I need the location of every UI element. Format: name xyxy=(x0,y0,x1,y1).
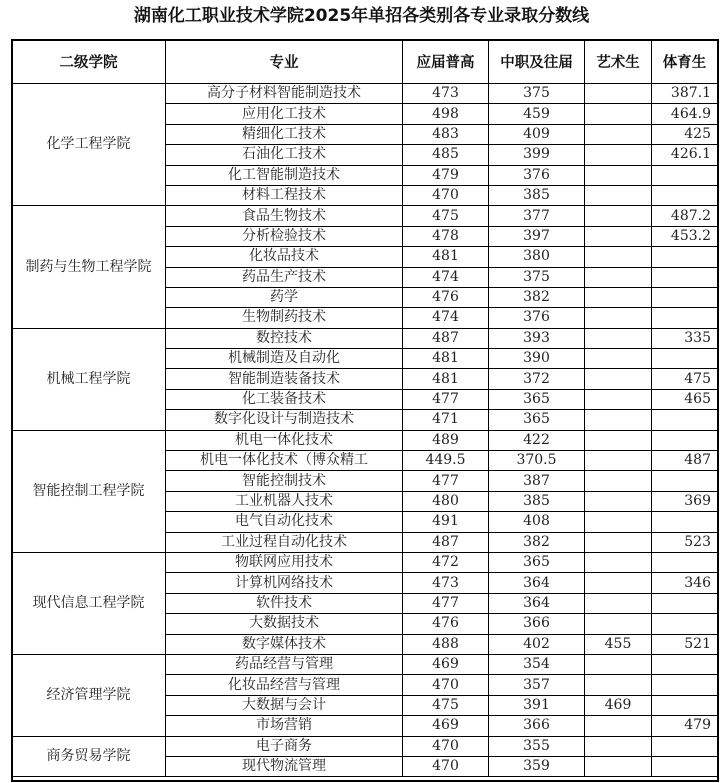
vocational-cell: 365 xyxy=(489,552,585,572)
art-cell xyxy=(585,206,652,226)
art-cell xyxy=(585,410,652,430)
major-cell: 计算机网络技术 xyxy=(166,573,403,593)
major-cell: 工业过程自动化技术 xyxy=(166,532,403,552)
art-cell xyxy=(585,471,652,491)
vocational-cell: 365 xyxy=(489,389,585,409)
art-cell xyxy=(585,185,652,205)
major-cell: 药品经营与管理 xyxy=(166,654,403,674)
vocational-cell: 380 xyxy=(489,247,585,267)
sports-cell: 335 xyxy=(652,328,718,348)
major-cell: 智能制造装备技术 xyxy=(166,369,403,389)
sports-cell xyxy=(652,654,718,674)
header-vocational: 中职及往届 xyxy=(489,40,585,84)
general-cell: 472 xyxy=(403,552,489,572)
sports-cell xyxy=(652,675,718,695)
vocational-cell: 359 xyxy=(489,756,585,776)
art-cell xyxy=(585,451,652,471)
sports-cell: 426.1 xyxy=(652,145,718,165)
major-cell: 软件技术 xyxy=(166,593,403,613)
major-cell: 精细化工技术 xyxy=(166,124,403,144)
general-cell: 498 xyxy=(403,104,489,124)
art-cell xyxy=(585,654,652,674)
art-cell xyxy=(585,287,652,307)
vocational-cell: 375 xyxy=(489,84,585,104)
sports-cell xyxy=(652,756,718,776)
general-cell: 477 xyxy=(403,389,489,409)
vocational-cell: 366 xyxy=(489,614,585,634)
vocational-cell: 365 xyxy=(489,410,585,430)
vocational-cell: 354 xyxy=(489,654,585,674)
major-cell: 现代物流管理 xyxy=(166,756,403,776)
major-cell: 高分子材料智能制造技术 xyxy=(166,84,403,104)
art-cell xyxy=(585,512,652,532)
art-cell xyxy=(585,736,652,756)
header-major: 专业 xyxy=(166,40,403,84)
vocational-cell: 364 xyxy=(489,593,585,613)
general-cell: 481 xyxy=(403,369,489,389)
vocational-cell: 355 xyxy=(489,736,585,756)
general-cell: 477 xyxy=(403,593,489,613)
vocational-cell: 385 xyxy=(489,491,585,511)
general-cell: 470 xyxy=(403,675,489,695)
major-cell: 生物制药技术 xyxy=(166,308,403,328)
sports-cell xyxy=(652,695,718,715)
table-row xyxy=(12,328,718,348)
general-cell: 481 xyxy=(403,247,489,267)
sports-cell xyxy=(652,410,718,430)
table-row xyxy=(12,654,718,674)
major-cell: 药学 xyxy=(166,287,403,307)
general-cell: 487 xyxy=(403,328,489,348)
art-cell xyxy=(585,573,652,593)
major-cell: 工业机器人技术 xyxy=(166,491,403,511)
major-cell: 市场营销 xyxy=(166,716,403,736)
sports-cell xyxy=(652,552,718,572)
major-cell: 化妆品经营与管理 xyxy=(166,675,403,695)
general-cell: 470 xyxy=(403,185,489,205)
vocational-cell: 375 xyxy=(489,267,585,287)
major-cell: 电子商务 xyxy=(166,736,403,756)
table-row xyxy=(12,430,718,450)
sports-cell: 346 xyxy=(652,573,718,593)
art-cell xyxy=(585,145,652,165)
art-cell xyxy=(585,389,652,409)
art-cell xyxy=(585,104,652,124)
sports-cell xyxy=(652,614,718,634)
major-cell: 智能控制技术 xyxy=(166,471,403,491)
sports-cell xyxy=(652,185,718,205)
sports-cell: 387.1 xyxy=(652,84,718,104)
art-cell xyxy=(585,308,652,328)
general-cell: 489 xyxy=(403,430,489,450)
vocational-cell: 409 xyxy=(489,124,585,144)
vocational-cell: 390 xyxy=(489,349,585,369)
vocational-cell: 366 xyxy=(489,716,585,736)
college-cell: 经济管理学院 xyxy=(12,654,166,736)
sports-cell: 464.9 xyxy=(652,104,718,124)
vocational-cell: 376 xyxy=(489,308,585,328)
vocational-cell: 370.5 xyxy=(489,451,585,471)
vocational-cell: 357 xyxy=(489,675,585,695)
art-cell xyxy=(585,675,652,695)
vocational-cell: 376 xyxy=(489,165,585,185)
vocational-cell: 399 xyxy=(489,145,585,165)
vocational-cell: 402 xyxy=(489,634,585,654)
major-cell: 食品生物技术 xyxy=(166,206,403,226)
sports-cell: 425 xyxy=(652,124,718,144)
college-cell: 商务贸易学院 xyxy=(12,736,166,777)
vocational-cell: 372 xyxy=(489,369,585,389)
sports-cell xyxy=(652,593,718,613)
major-cell: 数控技术 xyxy=(166,328,403,348)
general-cell: 487 xyxy=(403,532,489,552)
general-cell: 473 xyxy=(403,84,489,104)
vocational-cell: 393 xyxy=(489,328,585,348)
art-cell xyxy=(585,716,652,736)
general-cell: 476 xyxy=(403,287,489,307)
major-cell: 大数据与会计 xyxy=(166,695,403,715)
vocational-cell: 382 xyxy=(489,287,585,307)
major-cell: 物联网应用技术 xyxy=(166,552,403,572)
general-cell: 469 xyxy=(403,654,489,674)
art-cell xyxy=(585,165,652,185)
vocational-cell: 377 xyxy=(489,206,585,226)
general-cell: 480 xyxy=(403,491,489,511)
table-row xyxy=(12,84,718,104)
art-cell xyxy=(585,552,652,572)
art-cell xyxy=(585,328,652,348)
general-cell: 449.5 xyxy=(403,451,489,471)
sports-cell: 487.2 xyxy=(652,206,718,226)
art-cell xyxy=(585,491,652,511)
art-cell xyxy=(585,226,652,246)
college-cell: 制药与生物工程学院 xyxy=(12,206,166,328)
general-cell: 471 xyxy=(403,410,489,430)
art-cell xyxy=(585,430,652,450)
sports-cell xyxy=(652,165,718,185)
major-cell: 化工智能制造技术 xyxy=(166,165,403,185)
sports-cell: 369 xyxy=(652,491,718,511)
college-cell: 智能控制工程学院 xyxy=(12,430,166,552)
general-cell: 485 xyxy=(403,145,489,165)
vocational-cell: 422 xyxy=(489,430,585,450)
sports-cell: 479 xyxy=(652,716,718,736)
college-cell: 机械工程学院 xyxy=(12,328,166,430)
general-cell: 473 xyxy=(403,573,489,593)
sports-cell xyxy=(652,267,718,287)
college-cell: 化学工程学院 xyxy=(12,84,166,206)
general-cell: 483 xyxy=(403,124,489,144)
major-cell: 数字媒体技术 xyxy=(166,634,403,654)
major-cell: 石油化工技术 xyxy=(166,145,403,165)
sports-cell xyxy=(652,349,718,369)
table-row xyxy=(12,736,718,756)
art-cell xyxy=(585,532,652,552)
art-cell xyxy=(585,247,652,267)
sports-cell: 521 xyxy=(652,634,718,654)
art-cell xyxy=(585,267,652,287)
sports-cell xyxy=(652,247,718,267)
general-cell: 478 xyxy=(403,226,489,246)
vocational-cell: 391 xyxy=(489,695,585,715)
art-cell xyxy=(585,593,652,613)
header-college: 二级学院 xyxy=(12,40,166,84)
header-art: 艺术生 xyxy=(585,40,652,84)
general-cell: 474 xyxy=(403,267,489,287)
table-body xyxy=(12,84,718,777)
major-cell: 机电一体化技术 xyxy=(166,430,403,450)
general-cell: 479 xyxy=(403,165,489,185)
sports-cell: 465 xyxy=(652,389,718,409)
major-cell: 药品生产技术 xyxy=(166,267,403,287)
general-cell: 475 xyxy=(403,206,489,226)
art-cell xyxy=(585,614,652,634)
vocational-cell: 385 xyxy=(489,185,585,205)
page-title: 湖南化工职业技术学院2025年单招各类别各专业录取分数线 xyxy=(133,6,590,26)
table-row xyxy=(12,552,718,572)
header-sports: 体育生 xyxy=(652,40,718,84)
vocational-cell: 459 xyxy=(489,104,585,124)
vocational-cell: 408 xyxy=(489,512,585,532)
sports-cell: 523 xyxy=(652,532,718,552)
table-row xyxy=(12,206,718,226)
major-cell: 机械制造及自动化 xyxy=(166,349,403,369)
sports-cell xyxy=(652,471,718,491)
general-cell: 481 xyxy=(403,349,489,369)
vocational-cell: 397 xyxy=(489,226,585,246)
vocational-cell: 387 xyxy=(489,471,585,491)
sports-cell xyxy=(652,430,718,450)
table-header-row xyxy=(12,40,718,84)
sports-cell xyxy=(652,308,718,328)
major-cell: 材料工程技术 xyxy=(166,185,403,205)
major-cell: 化妆品技术 xyxy=(166,247,403,267)
general-cell: 488 xyxy=(403,634,489,654)
major-cell: 数字化设计与制造技术 xyxy=(166,410,403,430)
art-cell xyxy=(585,369,652,389)
general-cell: 475 xyxy=(403,695,489,715)
art-cell: 469 xyxy=(585,695,652,715)
general-cell: 477 xyxy=(403,471,489,491)
sports-cell: 487 xyxy=(652,451,718,471)
major-cell: 应用化工技术 xyxy=(166,104,403,124)
art-cell xyxy=(585,756,652,776)
general-cell: 474 xyxy=(403,308,489,328)
major-cell: 化工装备技术 xyxy=(166,389,403,409)
art-cell: 455 xyxy=(585,634,652,654)
major-cell: 机电一体化技术（博众精工 xyxy=(166,451,403,471)
vocational-cell: 364 xyxy=(489,573,585,593)
general-cell: 470 xyxy=(403,756,489,776)
sports-cell: 453.2 xyxy=(652,226,718,246)
major-cell: 电气自动化技术 xyxy=(166,512,403,532)
general-cell: 491 xyxy=(403,512,489,532)
college-cell: 现代信息工程学院 xyxy=(12,552,166,654)
general-cell: 476 xyxy=(403,614,489,634)
general-cell: 469 xyxy=(403,716,489,736)
sports-cell xyxy=(652,736,718,756)
sports-cell: 475 xyxy=(652,369,718,389)
sports-cell xyxy=(652,287,718,307)
art-cell xyxy=(585,84,652,104)
art-cell xyxy=(585,124,652,144)
major-cell: 大数据技术 xyxy=(166,614,403,634)
sports-cell xyxy=(652,512,718,532)
admission-score-table xyxy=(11,39,718,777)
general-cell: 470 xyxy=(403,736,489,756)
header-general: 应届普高 xyxy=(403,40,489,84)
vocational-cell: 382 xyxy=(489,532,585,552)
major-cell: 分析检验技术 xyxy=(166,226,403,246)
art-cell xyxy=(585,349,652,369)
